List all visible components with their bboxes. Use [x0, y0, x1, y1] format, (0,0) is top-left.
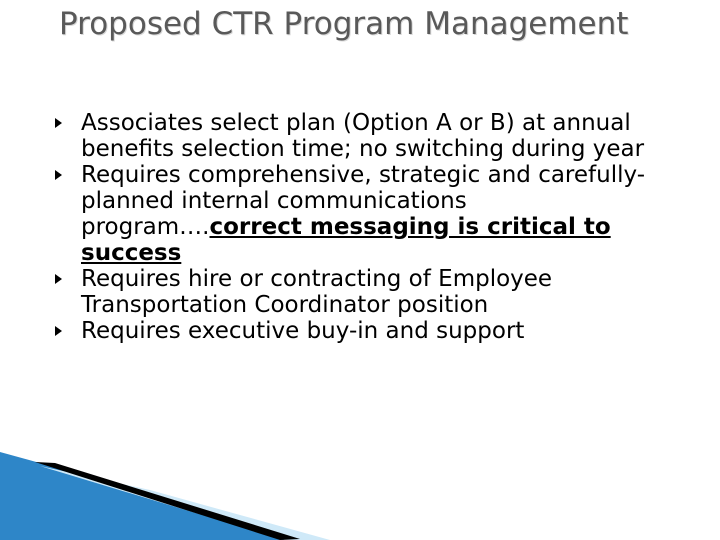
bullet-item-3 — [81, 266, 681, 318]
slide-title: Proposed CTR Program Management — [59, 6, 629, 42]
slide-corner-decoration — [0, 440, 720, 540]
bullet-item-4 — [81, 318, 681, 344]
bullet-arrow-icon — [55, 170, 62, 180]
bullet-text: Requires executive buy-in and support — [81, 318, 525, 344]
bullet-arrow-icon — [55, 274, 62, 284]
bullet-item-1 — [81, 110, 681, 162]
bullet-text: Requires hire or contracting of Employee Transportation Coordinator position — [81, 266, 553, 318]
bullet-text: Associates select plan (Option A or B) at annual benefits selection time; no switching during year — [81, 110, 645, 162]
bullet-item-2 — [81, 162, 681, 266]
bullet-list — [81, 110, 681, 344]
bullet-text: Requires comprehensive, strategic and carefully-planned internal communications program…. — [81, 162, 645, 240]
bullet-emphasis: correct messaging is critical to success — [81, 214, 611, 266]
bullet-arrow-icon — [55, 326, 62, 336]
bullet-arrow-icon — [55, 118, 62, 128]
